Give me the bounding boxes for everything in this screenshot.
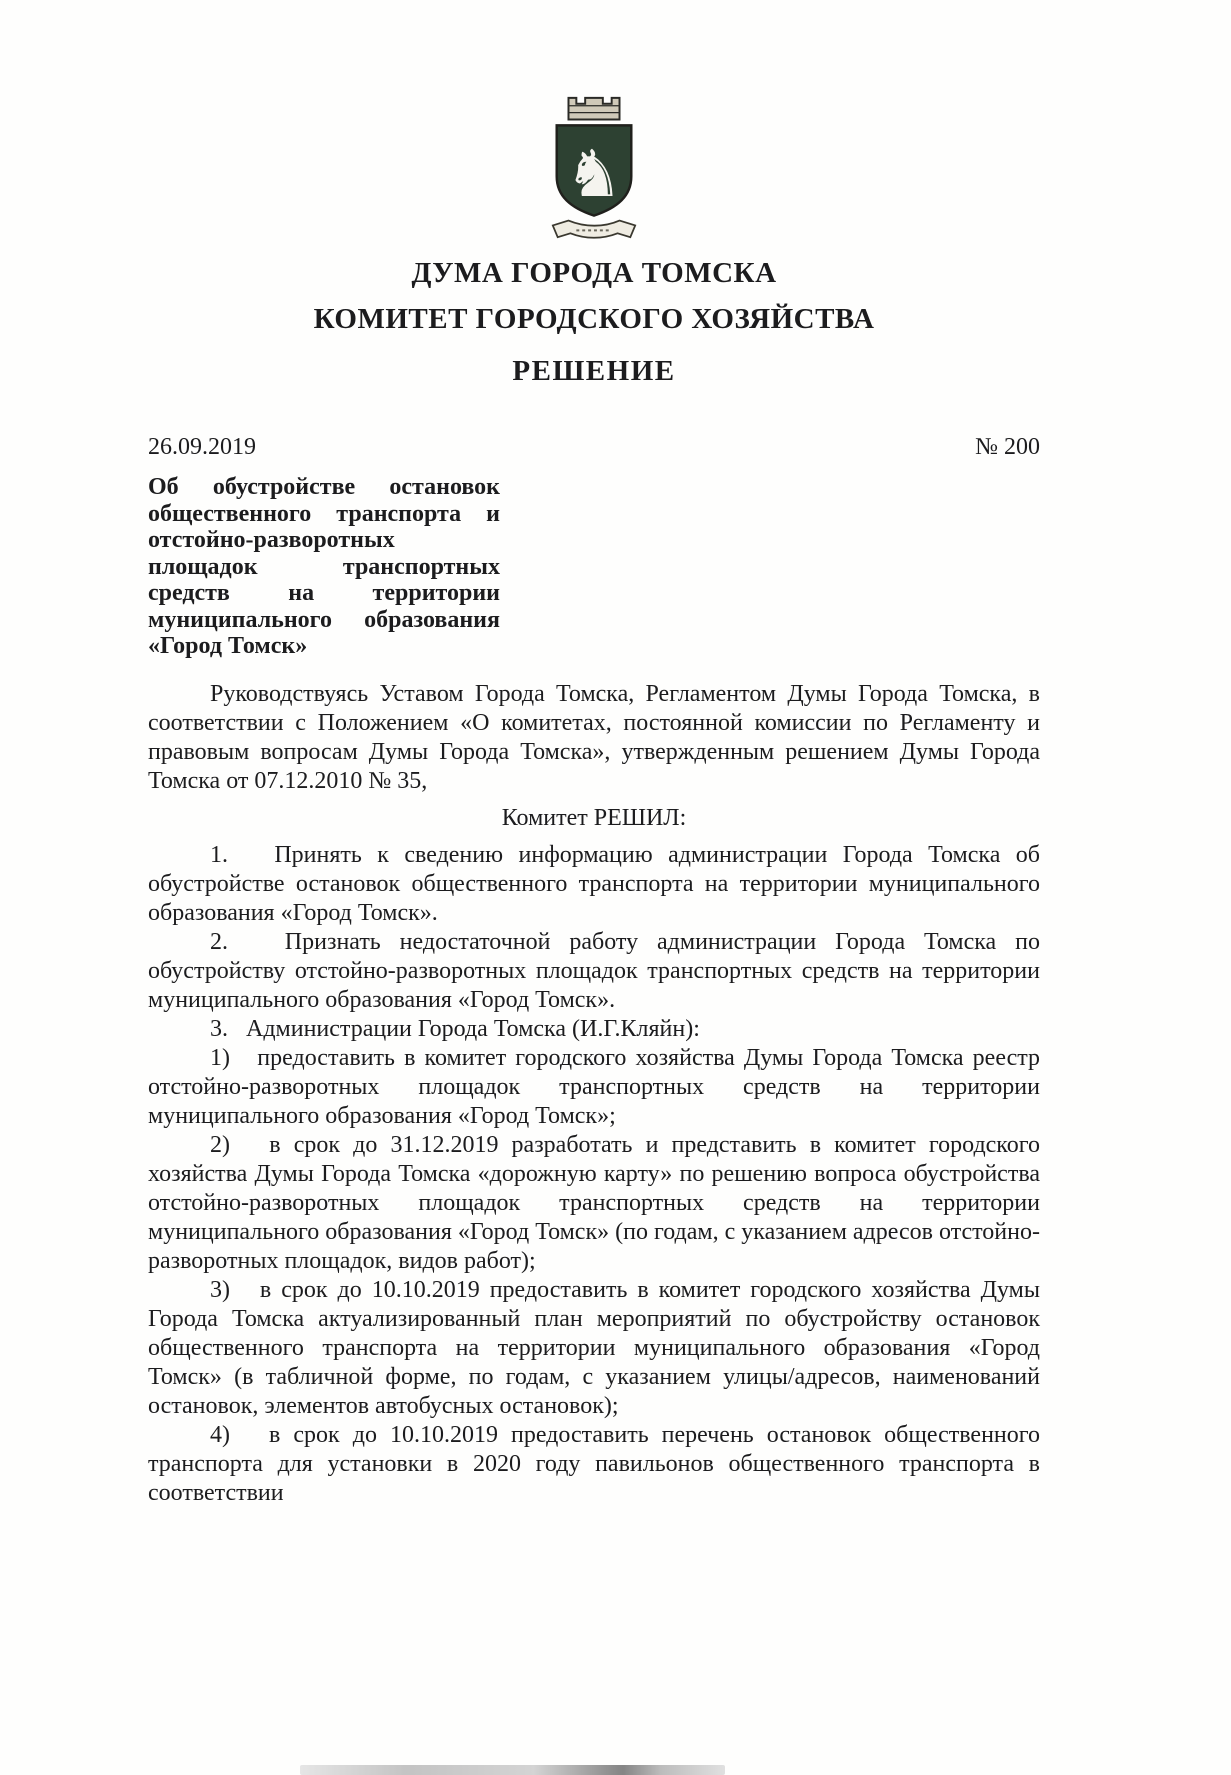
- horse-icon: ♞: [564, 137, 624, 213]
- document-date: 26.09.2019: [148, 434, 256, 460]
- emblem-container: [148, 92, 1040, 249]
- decision-subpoint-1: 1) предоставить в комитет городского хозяйства Думы Города Томска реестр отстойно-разворотных площадок транспортных средств на территории муниципального образования «Город Томск»;: [148, 1044, 1040, 1129]
- organization-name: ДУМА ГОРОДА ТОМСКА: [411, 257, 777, 289]
- resolution-heading: Комитет РЕШИЛ:: [501, 804, 687, 831]
- document-subject: Об обустройстве остановок общественного транспорта и отстойно-разворотных площадок транспортных средств на территории муниципального образования «Город Томск»: [148, 474, 500, 659]
- decision-point-3: 3. Администрации Города Томска (И.Г.Кляйн):: [210, 1015, 700, 1042]
- mural-crown-icon: [568, 98, 619, 120]
- document-content: [148, 0, 1040, 1508]
- decision-subpoint-4: 4) в срок до 10.10.2019 предоставить перечень остановок общественного транспорта для установки в 2020 году павильонов общественного транспорта в соответствии: [148, 1421, 1040, 1506]
- document-number: № 200: [975, 434, 1040, 460]
- decision-subpoint-2: 2) в срок до 31.12.2019 разработать и представить в комитет городского хозяйства Думы Города Томска «дорожную карту» по решению вопроса обустройства отстойно-разворотных площадок транспортных средств на территории муниципального образования «Город Томск» (по годам, с указанием адресов отстойно-разворотных площадок, видов работ);: [148, 1131, 1040, 1274]
- decision-point-1: 1. Принять к сведению информацию администрации Города Томска об обустройстве остановок общественного транспорта на территории муниципального образования «Город Томск».: [148, 841, 1040, 926]
- decision-subpoint-3: 3) в срок до 10.10.2019 предоставить в комитет городского хозяйства Думы Города Томска актуализированный план мероприятий по обустройству остановок общественного транспорта на территории муниципального образования «Город Томск» (в табличной форме, по годам, с указанием улицы/адресов, наименований остановок, элементов автобусных остановок);: [148, 1276, 1040, 1419]
- preamble-paragraph: Руководствуясь Уставом Города Томска, Регламентом Думы Города Томска, в соответствии с Положением «О комитетах, постоянной комиссии по Регламенту и правовым вопросам Думы Города Томска», утвержденным решением Думы Города Томска от 07.12.2010 № 35,: [148, 680, 1040, 794]
- document-type-title: РЕШЕНИЕ: [512, 355, 676, 387]
- decision-point-2: 2. Признать недостаточной работу администрации Города Томска по обустройству отстойно-разворотных площадок транспортных средств на территории муниципального образования «Город Томск».: [148, 928, 1040, 1013]
- date-number-row: [148, 433, 1040, 462]
- committee-name: КОМИТЕТ ГОРОДСКОГО ХОЗЯЙСТВА: [313, 303, 875, 335]
- scan-artifact: [300, 1765, 725, 1775]
- motto-ribbon-icon: [553, 221, 635, 238]
- tomsk-coat-of-arms-icon: [535, 92, 653, 249]
